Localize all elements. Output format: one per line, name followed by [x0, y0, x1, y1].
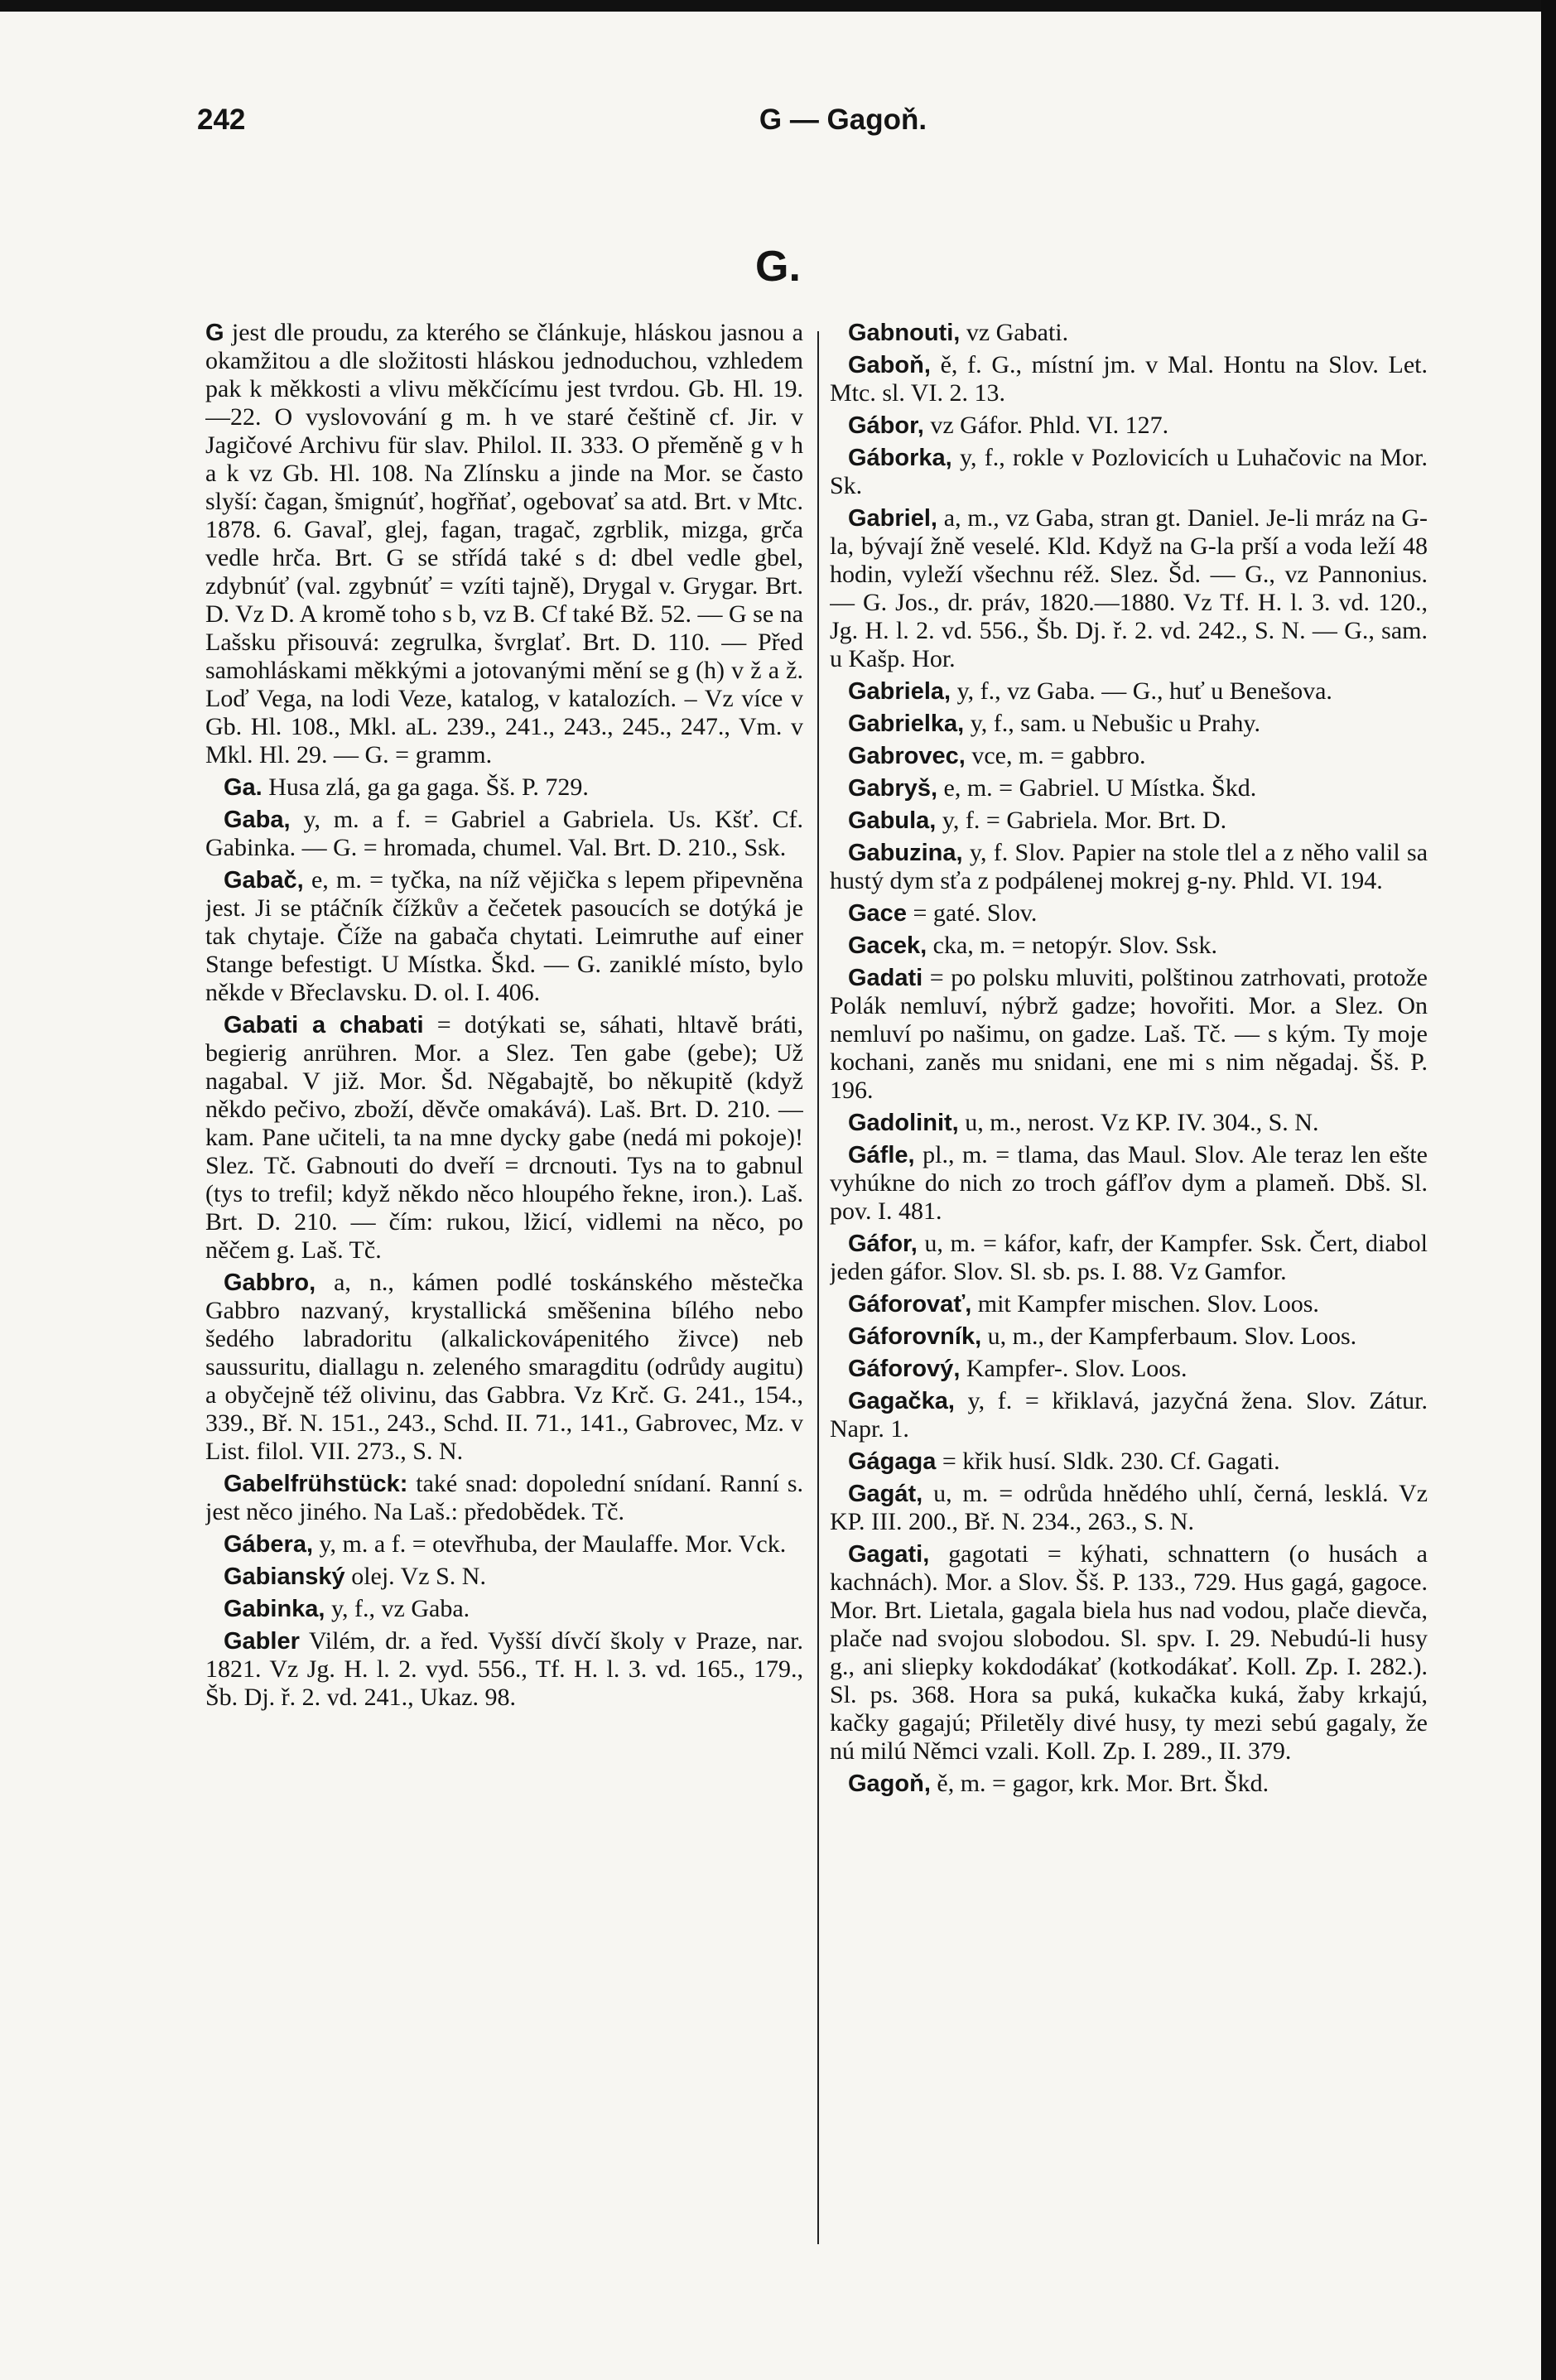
- entry-text: gagotati = kýhati, schnattern (o husách a kachnách). Mor. a Slov. Šš. P. 133., 729. Hus gagá, gagoce. Mor. Brt. Lietala, gagala biela hus nad vodou, plače dievča, plače nad svojou slobodou. Sl. spv. I. 29. Nebudú-li husy g., ani sliepky kokdodákať (kotkodákať. Koll. Zp. I. 282.). Sl. ps. 368. Hora sa puká, kukačka kuká, žaby krkajú, kačky gagajú; Přiletěly divé husy, ty mezi sebú gagaly, že nú milú Němci vzali. Koll. Zp. I. 289., II. 379.: [830, 1540, 1428, 1765]
- entry-headword: Gabuzina,: [848, 840, 963, 866]
- entry-text: y, f., vz Gaba.: [331, 1595, 470, 1622]
- entry-text: y, f. = Gabriela. Mor. Brt. D.: [942, 807, 1227, 834]
- entry-text: Husa zlá, ga ga gaga. Šš. P. 729.: [268, 773, 589, 801]
- entry-text: u, m. = odrůda hnědého uhlí, černá, lesklá. Vz KP. III. 200., Bř. N. 234., 263., S. N.: [830, 1480, 1428, 1535]
- dictionary-entry: [830, 319, 1428, 347]
- dictionary-entry: [830, 964, 1428, 1105]
- dictionary-entry: [830, 1290, 1428, 1318]
- entry-headword: Gágaga: [848, 1448, 937, 1475]
- entry-text: vz Gabati.: [966, 319, 1069, 346]
- entry-headword: Gagoň,: [848, 1771, 931, 1797]
- entry-headword: Gabula,: [848, 807, 937, 834]
- entry-text: vce, m. = gabbro.: [971, 742, 1146, 769]
- entry-headword: Gaboň,: [848, 352, 931, 378]
- entry-headword: Gadolinit,: [848, 1110, 959, 1136]
- dictionary-entry: [830, 710, 1428, 738]
- dictionary-entry: [830, 1387, 1428, 1443]
- entry-headword: Gáfor,: [848, 1231, 918, 1257]
- entry-headword: Gabnouti,: [848, 320, 961, 346]
- left-column: [205, 319, 803, 2257]
- dictionary-entry: [205, 1269, 803, 1466]
- section-letter: G.: [755, 243, 801, 291]
- entry-headword: Gagati,: [848, 1541, 930, 1568]
- dictionary-entry: [830, 1230, 1428, 1286]
- dictionary-entry: [830, 444, 1428, 500]
- dictionary-entry: [205, 806, 803, 862]
- page-number: 242: [197, 104, 246, 136]
- dictionary-entry: [205, 1470, 803, 1526]
- dictionary-entry: [830, 774, 1428, 802]
- entry-text: e, m. = Gabriel. U Místka. Škd.: [943, 774, 1257, 802]
- entry-text: mit Kampfer mischen. Slov. Loos.: [977, 1290, 1319, 1318]
- entry-headword: Gace: [848, 900, 907, 927]
- entry-text: také snad: dopolední snídaní. Ranní s. jest něco jiného. Na Laš.: předobědek. Tč.: [205, 1470, 803, 1525]
- entry-text: = dotýkati se, sáhati, hltavě bráti, begierig anrühren. Mor. a Slez. Ten gabe (gebe); Už nagabal. V již. Mor. Šd. Něgabajtě, bo někupitě (když někdo pečivo, zboží, děvče omakává). Laš. Brt. D. 210. — kam. Pane učiteli, ta na mne dycky gabe (nedá mi pokoje)! Slez. Tč. Gabnouti do dveří = drcnouti. Tys na to gabnul (tys to trefil; když někdo něco hloupého řekne, iron.). Laš. Brt. D. 210. — čím: rukou, lžicí, vidlemi na něco, po něčem g. Laš. Tč.: [205, 1011, 803, 1264]
- entry-text: = křik husí. Sldk. 230. Cf. Gagati.: [942, 1448, 1280, 1475]
- entry-text: ě, f. G., místní jm. v Mal. Hontu na Slov. Let. Mtc. sl. VI. 2. 13.: [830, 351, 1428, 407]
- dictionary-entry: [205, 1595, 803, 1623]
- running-head: [197, 104, 1489, 153]
- dictionary-entry: [205, 1530, 803, 1559]
- dictionary-entry: [830, 1141, 1428, 1226]
- entry-text: y, f. = křiklavá, jazyčná žena. Slov. Zátur. Napr. 1.: [830, 1387, 1428, 1443]
- entry-headword: Gabrielka,: [848, 711, 965, 737]
- entry-text: u, m. = káfor, kafr, der Kampfer. Ssk. Čert, diabol jeden gáfor. Slov. Sl. sb. ps. I. 88. Vz Gamfor.: [830, 1230, 1428, 1285]
- entry-headword: Gabinka,: [224, 1596, 325, 1622]
- entry-text: y, f., rokle v Pozlovicích u Luhačovic na Mor. Sk.: [830, 444, 1428, 499]
- entry-text: ě, m. = gagor, krk. Mor. Brt. Škd.: [937, 1770, 1269, 1797]
- entry-headword: Gadati: [848, 965, 923, 991]
- entry-text: = gaté. Slov.: [913, 899, 1038, 927]
- entry-headword: Gáforovník,: [848, 1323, 982, 1350]
- entry-headword: Gacek,: [848, 932, 927, 959]
- dictionary-entry: [205, 1011, 803, 1265]
- dictionary-entry: [830, 1322, 1428, 1351]
- entry-text: cka, m. = netopýr. Slov. Ssk.: [932, 932, 1217, 959]
- dictionary-entry: [830, 742, 1428, 770]
- entry-headword: Gagát,: [848, 1481, 923, 1507]
- dictionary-entry: [830, 932, 1428, 960]
- dictionary-entry: [830, 677, 1428, 706]
- entry-headword: Gagačka,: [848, 1388, 955, 1414]
- entry-headword: Gabati a chabati: [224, 1012, 424, 1038]
- entry-text: pl., m. = tlama, das Maul. Slov. Ale teraz len ešte vyhúkne do nich zo troch gáfľov dym a plameň. Dbš. Sl. pov. I. 481.: [830, 1141, 1428, 1225]
- dictionary-entry: [830, 1355, 1428, 1383]
- entry-text: a, m., vz Gaba, stran gt. Daniel. Je-li mráz na G-la, bývají žně veselé. Kld. Když na G-la prší a voda leží 48 hodin, vyleží všechnu réž. Slez. Šd. — G., vz Pannonius. — G. Jos., dr. práv, 1820.—1880. Vz Tf. H. l. 3. vd. 120., Jg. H. l. 2. vd. 556., Šb. Dj. ř. 2. vd. 242., S. N. — G., sam. u Kašp. Hor.: [830, 504, 1428, 672]
- entry-text: y, f., sam. u Nebušic u Prahy.: [970, 710, 1260, 737]
- dictionary-entry: [205, 319, 803, 769]
- entry-text: y, m. a f. = Gabriel a Gabriela. Us. Kšť. Cf. Gabinka. — G. = hromada, chumel. Val. Brt. D. 210., Ssk.: [205, 806, 803, 861]
- entry-headword: Gáforový,: [848, 1356, 961, 1382]
- entry-text: a, n., kámen podlé toskánského městečka Gabbro nazvaný, krystallická směšenina bílého nebo šedého labradoritu (alkalickovápenitého živce) neb saussuritu, diallagu n. zeleného smaragditu (odrůdy augitu) a obyčejně též olivinu, das Gabbra. Vz Krč. G. 241., 154., 339., Bř. N. 151., 243., Schd. II. 71., 141., Gabrovec, Mz. v List. filol. VII. 273., S. N.: [205, 1269, 803, 1465]
- entry-headword: Gabelfrühstück:: [224, 1471, 408, 1497]
- entry-headword: Gábor,: [848, 412, 924, 439]
- dictionary-entry: [830, 351, 1428, 407]
- entry-text: Kampfer-. Slov. Loos.: [966, 1355, 1187, 1382]
- entry-headword: Gabryš,: [848, 775, 937, 802]
- dictionary-entry: [830, 839, 1428, 895]
- column-divider: [817, 331, 819, 2244]
- dictionary-entry: [205, 866, 803, 1007]
- running-title: G — Gagoň.: [759, 104, 927, 136]
- entry-headword: Gáfle,: [848, 1142, 915, 1168]
- entry-text: y, f., vz Gaba. — G., huť u Benešova.: [956, 677, 1332, 705]
- dictionary-entry: [205, 773, 803, 802]
- dictionary-entry: [205, 1563, 803, 1591]
- scan-top-edge: [0, 0, 1556, 12]
- entry-text: jest dle proudu, za kterého se článkuje, hláskou jasnou a okamžitou a dle složitosti hláskou jednoduchou, vzhledem pak k měkkosti a vlivu měkčícímu jest tvrdou. Gb. Hl. 19.—22. O vyslovování g m. h ve staré češtině cf. Jir. v Jagičové Archivu für slav. Philol. II. 333. O přeměně g v h a k vz Gb. Hl. 108. Na Zlínsku a jinde na Mor. se často slyší: čagan, šmignúť, hogřňať, ogebovať sa atd. Brt. v Mtc. 1878. 6. Gavaľ, glej, fagan, tragač, zgrblik, mizga, grča vedle hrča. Brt. G se střídá také s d: dbel vedle gbel, zdybnúť (val. zgybnúť = vzíti tajně), Drygal v. Grygar. Brt. D. Vz D. A kromě toho s b, vz B. Cf také Bž. 52. — G se na Lašsku přisouvá: zegrulka, švrglať. Brt. D. 110. — Před samohláskami měkkými a jotovanými mění se g (h) v ž a ž. Loď Vega, na lodi Veze, katalog, v katalozích. – Vz více v Gb. Hl. 108., Mkl. aL. 239., 241., 243., 245., 247., Vm. v Mkl. Hl. 29. — G. = gramm.: [205, 319, 803, 768]
- dictionary-entry: [205, 1627, 803, 1712]
- entry-text: y, f. Slov. Papier na stole tlel a z něho valil sa hustý dym sťa z podpálenej mokrej g-ny. Phld. VI. 194.: [830, 839, 1428, 894]
- entry-headword: Gaba,: [224, 807, 291, 833]
- entry-text: u, m., der Kampferbaum. Slov. Loos.: [987, 1322, 1357, 1350]
- dictionary-entry: [830, 1109, 1428, 1137]
- dictionary-entry: [830, 807, 1428, 835]
- entry-headword: Gáborka,: [848, 445, 952, 471]
- entry-headword: G: [205, 320, 224, 346]
- entry-headword: Gabač,: [224, 867, 304, 894]
- dictionary-entry: [830, 1770, 1428, 1798]
- dictionary-entry: [830, 1480, 1428, 1536]
- entry-headword: Gabriel,: [848, 505, 937, 532]
- entry-text: olej. Vz S. N.: [351, 1563, 486, 1590]
- dictionary-entry: [830, 1448, 1428, 1476]
- scan-right-edge: [1541, 0, 1556, 2380]
- entry-headword: Gabrovec,: [848, 743, 966, 769]
- dictionary-entry: [830, 899, 1428, 927]
- entry-headword: Gabbro,: [224, 1269, 316, 1296]
- entry-headword: Gáforovať,: [848, 1291, 972, 1318]
- right-column: [830, 319, 1428, 2257]
- entry-text: = po polsku mluviti, polštinou zatrhovati, protože Polák nemluví, nýbrž gadze; hovořiti. Mor. a Slez. On nemluví po našimu, on gadze. Laš. Tč. — s kým. Ty moje kochani, zaněs mu snidani, ene mi s nim něgadaj. Šš. P. 196.: [830, 964, 1428, 1104]
- entry-text: u, m., nerost. Vz KP. IV. 304., S. N.: [965, 1109, 1319, 1136]
- entry-text: e, m. = tyčka, na níž vějička s lepem připevněna jest. Ji se ptáčník čížkův a čečetek pasoucích se dotýká je tak chytaje. Číže na gabača chytati. Leimruthe auf einer Stange befestigt. U Místka. Škd. — G. zaniklé místo, bylo někde v Břeclavsku. D. ol. I. 406.: [205, 866, 803, 1006]
- entry-text: vz Gáfor. Phld. VI. 127.: [930, 412, 1169, 439]
- entry-headword: Gabler: [224, 1628, 300, 1655]
- dictionary-entry: [830, 504, 1428, 673]
- entry-text: Vilém, dr. a řed. Vyšší dívčí školy v Praze, nar. 1821. Vz Jg. H. l. 2. vyd. 556., Tf. H. l. 3. vd. 165., 179., Šb. Dj. ř. 2. vd. 241., Ukaz. 98.: [205, 1627, 803, 1711]
- entry-headword: Gábera,: [224, 1531, 313, 1558]
- entry-text: y, m. a f. = otevřhuba, der Maulaffe. Mor. Vck.: [319, 1530, 787, 1558]
- entry-headword: Gabianský: [224, 1563, 345, 1590]
- dictionary-entry: [830, 412, 1428, 440]
- entry-headword: Gabriela,: [848, 678, 951, 705]
- entry-headword: Ga.: [224, 774, 263, 801]
- dictionary-entry: [830, 1540, 1428, 1766]
